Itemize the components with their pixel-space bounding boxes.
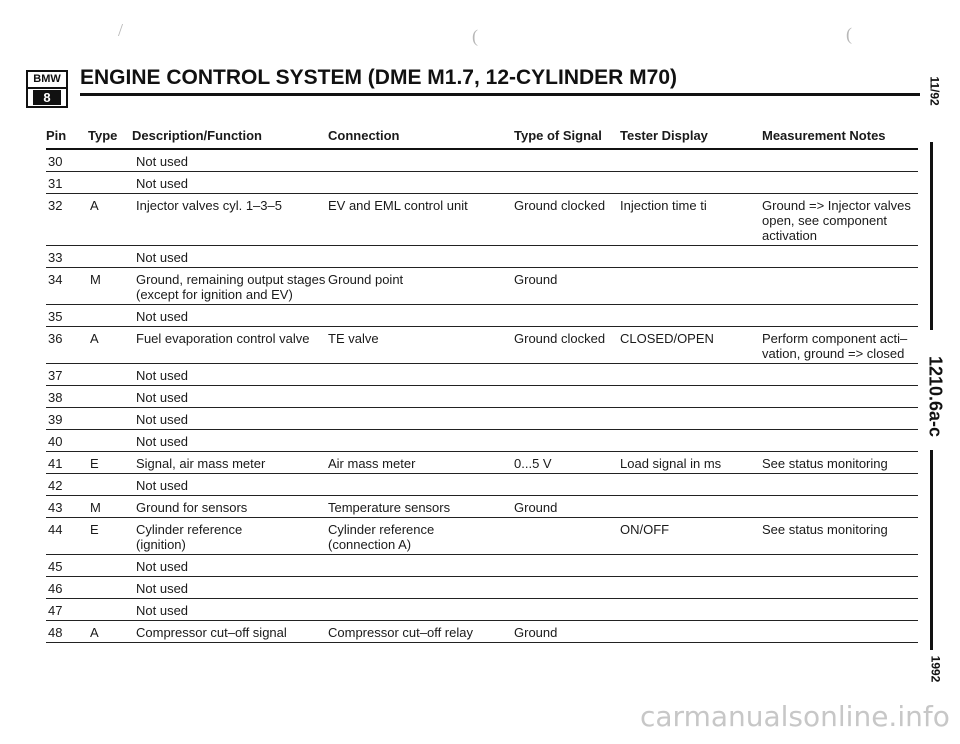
cell-description: Not used [136, 434, 189, 449]
cell-signal-type: Ground clocked [514, 198, 606, 213]
cell-type: E [90, 522, 99, 537]
cell-connection: Temperature sensors [328, 500, 451, 515]
table-row [46, 599, 918, 621]
cell-type: M [90, 500, 101, 515]
cell-signal-type: Ground [514, 625, 558, 640]
cell-description: Fuel evaporation control valve [136, 331, 310, 346]
cell-type: A [90, 625, 99, 640]
cell-measurement-notes: Perform component acti– vation, ground => closed [762, 331, 908, 361]
cell-pin: 35 [48, 309, 63, 324]
column-header-measurement-notes: Measurement Notes [762, 128, 886, 143]
scan-speck: / [118, 20, 124, 40]
cell-pin: 44 [48, 522, 63, 537]
table-row [46, 150, 918, 172]
cell-tester-display: Load signal in ms [620, 456, 722, 471]
cell-pin: 38 [48, 390, 63, 405]
issue-date: 11/92 [927, 76, 942, 106]
cell-tester-display: CLOSED/OPEN [620, 331, 714, 346]
table-row [46, 496, 918, 518]
cell-connection: Compressor cut–off relay [328, 625, 473, 640]
cell-measurement-notes: Ground => Injector valves open, see component activation [762, 198, 911, 243]
cell-type: E [90, 456, 99, 471]
scan-speck: ( [846, 24, 852, 44]
table-row [46, 364, 918, 386]
cell-description: Ground for sensors [136, 500, 248, 515]
cell-description: Not used [136, 581, 189, 596]
cell-pin: 46 [48, 581, 63, 596]
column-header-pin: Pin [46, 128, 67, 143]
cell-description: Not used [136, 250, 189, 265]
cell-description: Not used [136, 478, 189, 493]
column-header-tester-display: Tester Display [620, 128, 708, 143]
table-row [46, 386, 918, 408]
table-header [46, 128, 918, 148]
cell-pin: 43 [48, 500, 63, 515]
table-row [46, 268, 918, 305]
model-year: 1992 [928, 655, 943, 683]
cell-connection: Air mass meter [328, 456, 416, 471]
table-row [46, 194, 918, 246]
cell-pin: 47 [48, 603, 63, 618]
table-row [46, 305, 918, 327]
cell-description: Not used [136, 559, 189, 574]
cell-description: Injector valves cyl. 1–3–5 [136, 198, 282, 213]
watermark: carmanualsonline.info [640, 700, 950, 733]
page-title: ENGINE CONTROL SYSTEM (DME M1.7, 12-CYLINDER M70) [80, 66, 678, 89]
cell-signal-type: 0...5 V [514, 456, 552, 471]
cell-description: Not used [136, 390, 189, 405]
cell-description: Signal, air mass meter [136, 456, 266, 471]
cell-connection: TE valve [328, 331, 379, 346]
table-row [46, 621, 918, 643]
page-number: 1210.6a-c [925, 355, 946, 438]
table-row [46, 555, 918, 577]
column-header-description: Description/Function [132, 128, 262, 143]
cell-pin: 32 [48, 198, 63, 213]
table-row [46, 172, 918, 194]
cell-pin: 42 [48, 478, 63, 493]
cell-pin: 39 [48, 412, 63, 427]
cell-type: A [90, 198, 99, 213]
cell-pin: 36 [48, 331, 63, 346]
cell-measurement-notes: See status monitoring [762, 456, 888, 471]
column-header-signal-type: Type of Signal [514, 128, 602, 143]
cell-pin: 33 [48, 250, 63, 265]
logo-number: 8 [33, 90, 61, 105]
table-row [46, 452, 918, 474]
cell-signal-type: Ground clocked [514, 331, 606, 346]
table-row [46, 577, 918, 599]
cell-pin: 37 [48, 368, 63, 383]
cell-connection: Cylinder reference (connection A) [328, 522, 435, 552]
cell-type: M [90, 272, 101, 287]
bmw-logo [26, 70, 68, 108]
table-row [46, 408, 918, 430]
title-divider [80, 93, 920, 96]
table-body [46, 150, 918, 643]
page-header [26, 64, 920, 108]
table-row [46, 327, 918, 364]
table-row [46, 246, 918, 268]
scan-speck: ( [472, 26, 478, 46]
cell-description: Compressor cut–off signal [136, 625, 287, 640]
cell-pin: 40 [48, 434, 63, 449]
cell-description: Not used [136, 412, 189, 427]
cell-signal-type: Ground [514, 272, 558, 287]
cell-connection: EV and EML control unit [328, 198, 468, 213]
column-header-connection: Connection [328, 128, 400, 143]
cell-pin: 48 [48, 625, 63, 640]
cell-description: Not used [136, 154, 189, 169]
table-row [46, 430, 918, 452]
cell-description: Cylinder reference (ignition) [136, 522, 243, 552]
cell-tester-display: ON/OFF [620, 522, 670, 537]
cell-pin: 41 [48, 456, 63, 471]
cell-pin: 45 [48, 559, 63, 574]
cell-pin: 31 [48, 176, 63, 191]
cell-description: Not used [136, 309, 189, 324]
cell-connection: Ground point [328, 272, 404, 287]
cell-type: A [90, 331, 99, 346]
cell-description: Ground, remaining output stages (except for ignition and EV) [136, 272, 326, 302]
cell-tester-display: Injection time ti [620, 198, 707, 213]
cell-description: Not used [136, 368, 189, 383]
table-row [46, 518, 918, 555]
logo-text: BMW [28, 72, 66, 89]
cell-signal-type: Ground [514, 500, 558, 515]
cell-description: Not used [136, 176, 189, 191]
cell-description: Not used [136, 603, 189, 618]
table-row [46, 474, 918, 496]
cell-pin: 34 [48, 272, 63, 287]
column-header-type: Type [88, 128, 118, 143]
cell-measurement-notes: See status monitoring [762, 522, 888, 537]
cell-pin: 30 [48, 154, 63, 169]
pin-table [46, 128, 918, 643]
